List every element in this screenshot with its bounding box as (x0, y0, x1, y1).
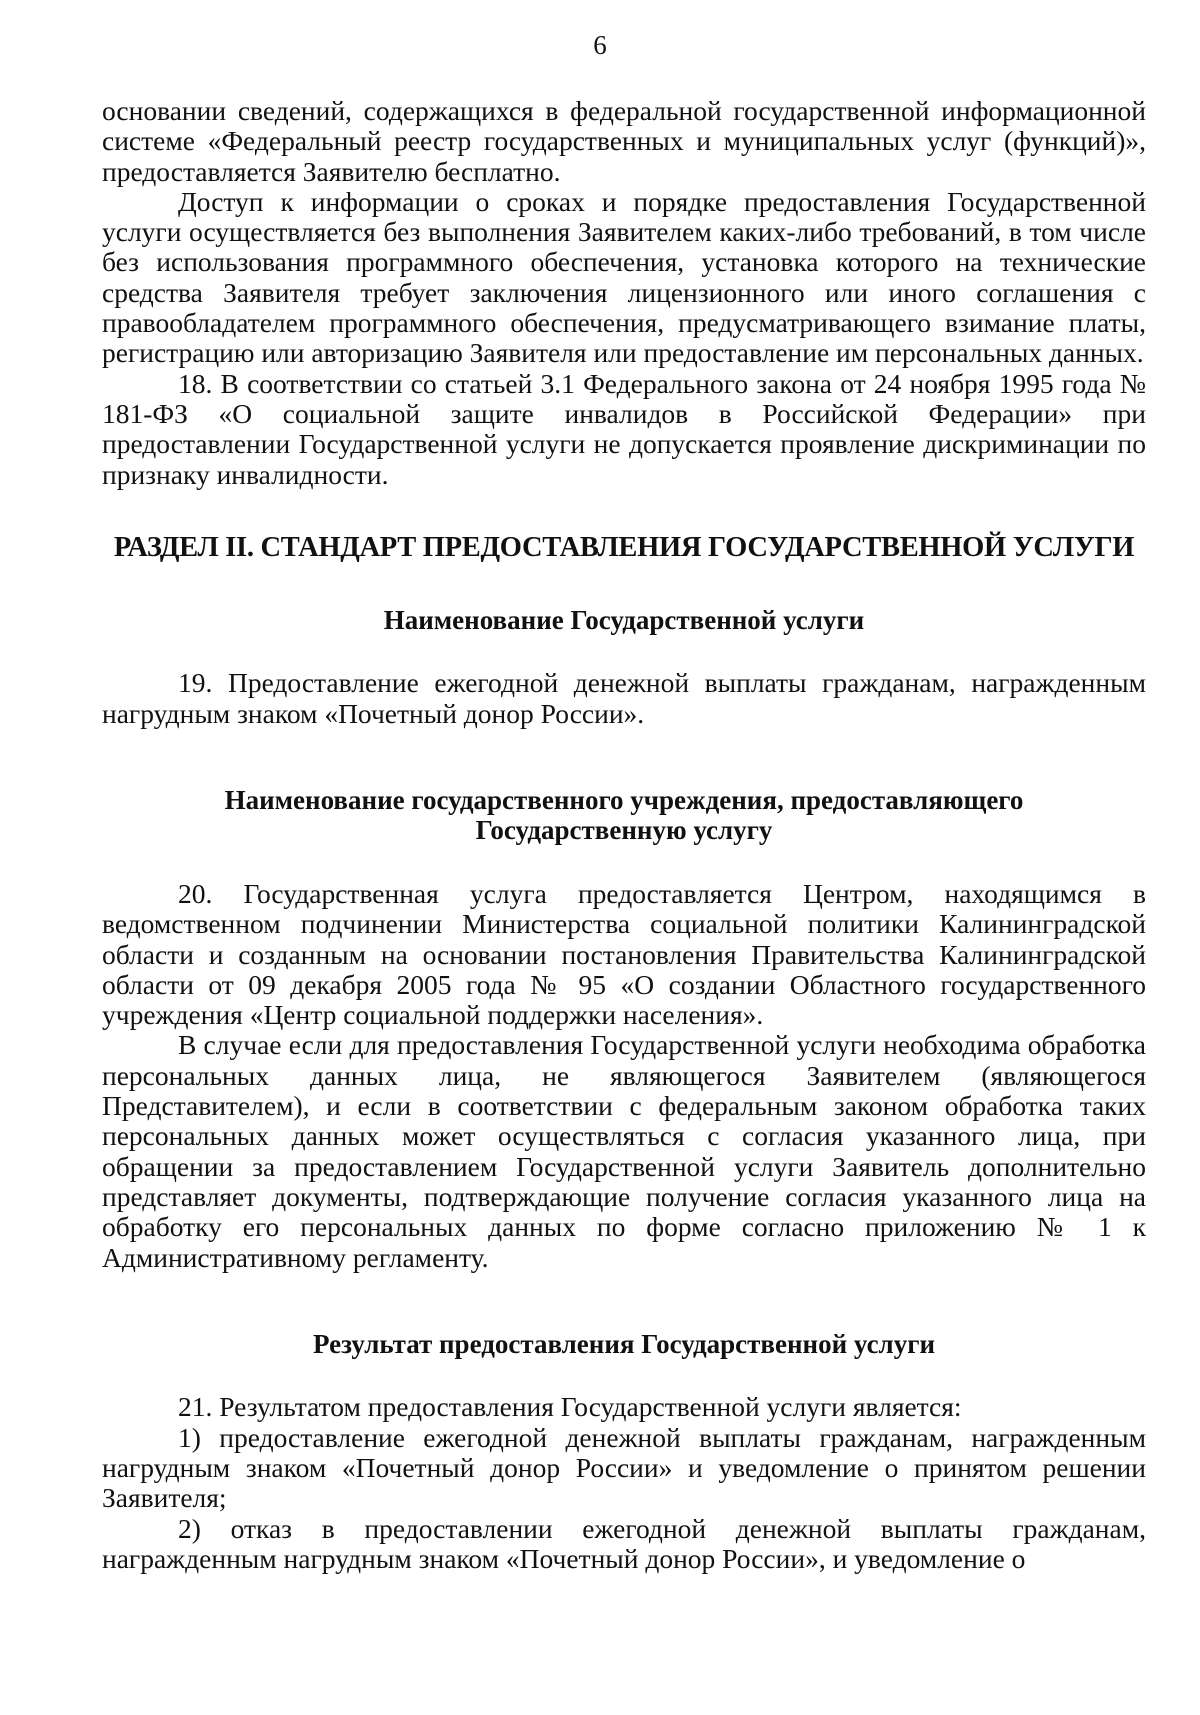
paragraph: Доступ к информации о сроках и порядке предоставления Государственной услуги осуществляется без выполнения Заявителем каких-либо требований, в том числе без использования программного обеспечения, установка которого на технические средства Заявителя требует заключения лицензионного или иного соглашения с правообладателем программного обеспечения, предусматривающего взимание платы, регистрацию или авторизацию Заявителя или предоставление им персональных данных. (102, 185, 1146, 369)
paragraph-20-consent: В случае если для предоставления Государственной услуги необходима обработка персональных данных лица, не являющегося Заявителем (являющегося Представителем), и если в соответствии с федеральным законом обработка таких персональных данных может осуществляться с согласия указанного лица, при обращении за предоставлением Государственной услуги Заявитель дополнительно представляет документы, подтверждающие получение согласия указанного лица на обработку его персональных данных по форме согласно приложению № 1 к Административному регламенту. (102, 1029, 1146, 1273)
paragraph-21-item-1: 1) предоставление ежегодной денежной выплаты гражданам, награжденным нагрудным знаком «Почетный донор России» и уведомление о принятом решении Заявителя; (102, 1421, 1146, 1514)
heading-institution-line-1: Наименование государственного учреждения, предоставляющего (224, 784, 1024, 815)
paragraph-19: 19. Предоставление ежегодной денежной выплаты гражданам, награжденным нагрудным знаком «Почетный донор России». (102, 667, 1146, 729)
heading-service-name: Наименование Государственной услуги (383, 604, 865, 635)
paragraph-20: 20. Государственная услуга предоставляется Центром, находящимся в ведомственном подчинении Министерства социальной политики Калининградской области и созданным на основании постановления Правительства Калининградской области от 09 декабря 2005 года № 95 «О создании Областного государственного учреждения «Центр социальной поддержки населения». (102, 877, 1146, 1031)
paragraph-21-item-2: 2) отказ в предоставлении ежегодной денежной выплаты гражданам, награжденным нагрудным знаком «Почетный донор России», и уведомление о (102, 1512, 1146, 1574)
heading-institution-line-2: Государственную услугу (475, 815, 773, 846)
page-number: 6 (593, 30, 607, 60)
heading-institution (102, 785, 1146, 846)
heading-result: Результат предоставления Государственной услуги (312, 1328, 936, 1359)
paragraph-21: 21. Результатом предоставления Государственной услуги является: (178, 1391, 962, 1423)
paragraph: основании сведений, содержащихся в федеральной государственной информационной системе «Федеральный реестр государственных и муниципальных услуг (функций)», предоставляется Заявителю бесплатно. (102, 95, 1146, 187)
section-title: РАЗДЕЛ II. СТАНДАРТ ПРЕДОСТАВЛЕНИЯ ГОСУДАРСТВЕННОЙ УСЛУГИ (113, 531, 1135, 563)
paragraph-18: 18. В соответствии со статьей 3.1 Федерального закона от 24 ноября 1995 года № 181-ФЗ «О социальной защите инвалидов в Российской Федерации» при предоставлении Государственной услуги не допускается проявление дискриминации по признаку инвалидности. (102, 367, 1146, 490)
document-body (102, 96, 1146, 1574)
